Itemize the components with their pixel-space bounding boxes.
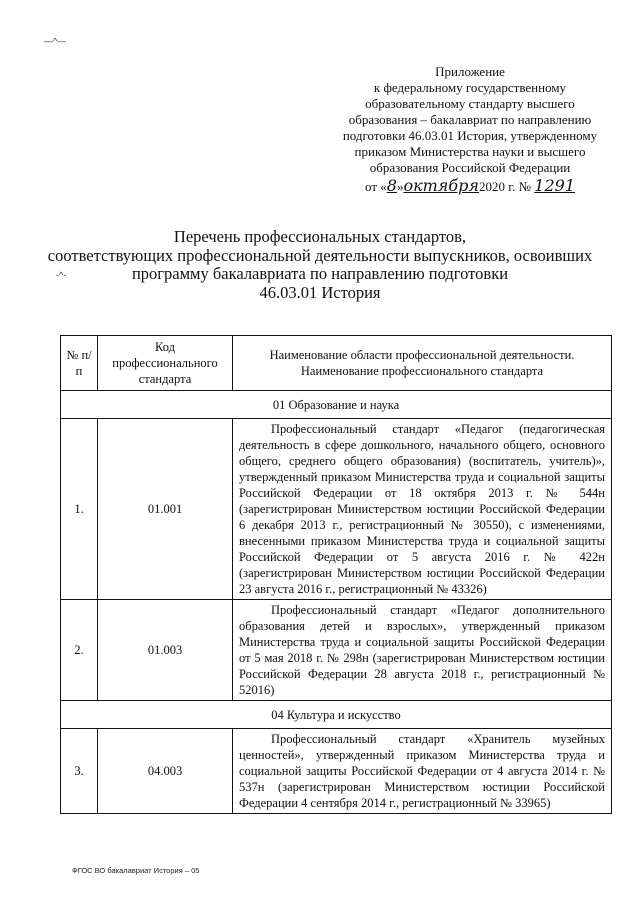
table-row: [61, 729, 612, 814]
section-education: 01 Образование и наука: [61, 391, 612, 419]
row-code: 01.001: [98, 419, 233, 600]
section-row: [61, 391, 612, 419]
order-date-line: [320, 178, 620, 195]
header-num: № п/п: [61, 336, 98, 391]
appendix-block: [320, 64, 620, 195]
title-line: Перечень профессиональных стандартов,: [173, 227, 467, 246]
standards-table: [60, 335, 612, 814]
table-header-row: [61, 336, 612, 391]
date-year: 2020 г. №: [479, 179, 532, 194]
handwritten-day: 8: [386, 176, 397, 195]
date-mid: »: [396, 179, 404, 194]
appendix-line: к федеральному государственному: [373, 80, 567, 95]
header-code: Код профессионального стандарта: [98, 336, 233, 391]
title-line: соответствующих профессиональной деятельности выпускников, освоивших: [47, 245, 593, 265]
scan-mark-top: —^—: [44, 36, 67, 46]
row-code: 01.003: [98, 600, 233, 701]
row-name: Профессиональный стандарт «Педагог (педагогическая деятельность в сфере дошкольного, начального общего, основного общего, среднего общего образования) (воспитатель, учитель)», утвержденный приказом Министерства труда и социальной защиты Российской Федерации от 18 октября 2013 г. № 544н (зарегистрирован Министерством юстиции Российской Федерации 6 декабря 2013 г., регистрационный № 30550), с изменениями, внесенными приказом Министерства труда и социальной защиты Российской Федерации от 5 августа 2016 г. № 422н (зарегистрирован Министерством юстиции Российской Федерации 23 августа 2016 г., регистрационный № 43326): [239, 422, 605, 596]
page-footer: ФГОС ВО бакалавриат История – 05: [72, 866, 200, 875]
row-num: 3.: [61, 729, 98, 814]
row-num: 1.: [61, 419, 98, 600]
date-prefix: от «: [364, 179, 387, 194]
title-line: 46.03.01 История: [259, 282, 381, 302]
title-line: программу бакалавриата по направлению подготовки: [131, 264, 509, 283]
row-num: 2.: [61, 600, 98, 701]
handwritten-month: октября: [403, 176, 479, 195]
appendix-line: образования Российской Федерации: [369, 160, 571, 175]
header-name: Наименование области профессиональной деятельности. Наименование профессионального стандарта: [233, 336, 612, 391]
appendix-line: подготовки 46.03.01 История, утвержденному: [342, 128, 598, 143]
table-row: [61, 600, 612, 701]
row-name: Профессиональный стандарт «Хранитель музейных ценностей», утвержденный приказом Министерства труда и социальной защиты Российской Федерации от 4 августа 2014 г. № 537н (зарегистрирован Министерством юстиции Российской Федерации 4 сентября 2014 г., регистрационный № 33965): [239, 732, 605, 810]
appendix-line: Приложение: [435, 64, 505, 79]
handwritten-number: 1291: [534, 176, 575, 195]
document-title: [40, 228, 600, 302]
appendix-line: образовательному стандарту высшего: [365, 96, 575, 111]
table-row: [61, 419, 612, 600]
section-culture: 04 Культура и искусство: [61, 701, 612, 729]
section-row: [61, 701, 612, 729]
row-name-cell: [233, 419, 612, 600]
row-code: 04.003: [98, 729, 233, 814]
appendix-line: приказом Министерства науки и высшего: [354, 144, 586, 159]
scan-mark-middle: -^-: [56, 270, 67, 280]
row-name-cell: [233, 729, 612, 814]
appendix-line: образования – бакалавриат по направлению: [348, 112, 592, 127]
row-name-cell: [233, 600, 612, 701]
row-name: Профессиональный стандарт «Педагог дополнительного образования детей и взрослых», утвержденный приказом Министерства труда и социальной защиты Российской Федерации от 5 мая 2018 г. № 298н (зарегистрирован Министерством юстиции Российской Федерации 28 августа 2018 г., регистрационный № 52016): [239, 603, 605, 697]
